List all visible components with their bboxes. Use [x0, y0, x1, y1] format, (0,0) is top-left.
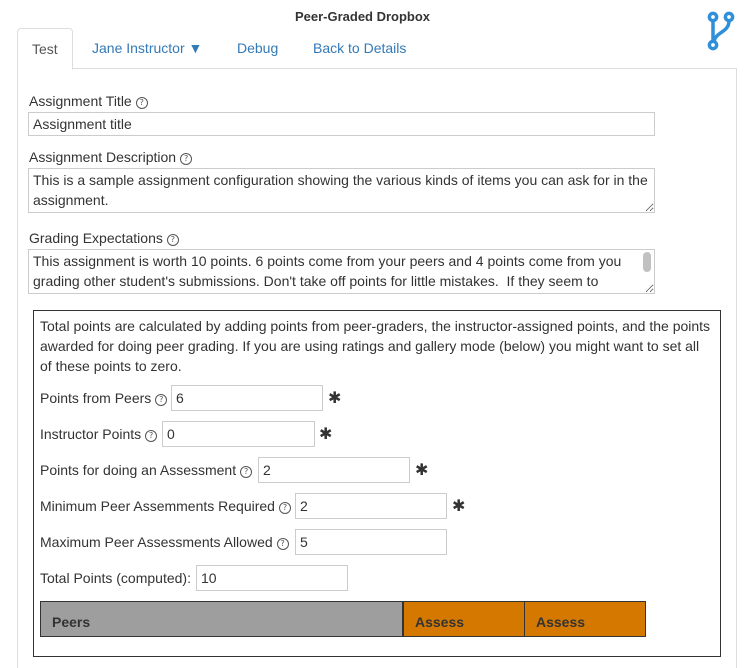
points-bar-assess: Assess — [524, 601, 646, 637]
required-asterisk-icon: ✱ — [415, 460, 429, 479]
help-icon[interactable]: ? — [136, 97, 148, 109]
required-asterisk-icon: ✱ — [319, 424, 333, 443]
assessment-points-label: Points for doing an Assessment ? — [40, 462, 252, 478]
help-icon[interactable]: ? — [279, 502, 291, 514]
grading-expectations-textarea[interactable] — [28, 249, 655, 294]
assignment-description-label: Assignment Description ? — [29, 149, 192, 165]
required-asterisk-icon: ✱ — [328, 388, 342, 407]
required-asterisk-icon: ✱ — [452, 496, 466, 515]
assignment-title-input[interactable] — [28, 112, 655, 136]
min-assessments-input[interactable] — [295, 493, 447, 519]
points-from-peers-input[interactable] — [171, 385, 323, 411]
assessment-points-input[interactable] — [258, 457, 410, 483]
max-assessments-label: Maximum Peer Assessments Allowed ? — [40, 534, 289, 550]
textarea-scrollbar[interactable] — [643, 252, 651, 272]
points-from-peers-label: Points from Peers ? — [40, 390, 167, 406]
tab-bar — [17, 28, 737, 69]
tab-jane-instructor[interactable]: Jane Instructor ▼ — [92, 40, 203, 56]
grading-expectations-label: Grading Expectations ? — [29, 230, 179, 246]
tab-back-to-details[interactable]: Back to Details — [313, 40, 407, 56]
help-icon[interactable]: ? — [145, 430, 157, 442]
help-icon[interactable]: ? — [180, 153, 192, 165]
max-assessments-input[interactable] — [295, 529, 447, 555]
points-bar-assess: Assess — [403, 601, 525, 637]
help-icon[interactable]: ? — [167, 234, 179, 246]
total-points-label: Total Points (computed): — [40, 570, 191, 586]
total-points-field — [196, 565, 348, 591]
assignment-title-label: Assignment Title ? — [29, 93, 148, 109]
min-assessments-label: Minimum Peer Assemments Required ? — [40, 498, 291, 514]
page-title: Peer-Graded Dropbox — [294, 9, 431, 24]
help-icon[interactable]: ? — [277, 538, 289, 550]
help-icon[interactable]: ? — [240, 466, 252, 478]
instructor-points-label: Instructor Points ? — [40, 426, 157, 442]
tab-debug[interactable]: Debug — [237, 40, 279, 56]
points-bar-peers: Peers — [40, 601, 403, 637]
instructor-points-input[interactable] — [162, 421, 315, 447]
assignment-description-textarea[interactable] — [28, 168, 655, 213]
tab-test[interactable]: Test — [17, 28, 73, 70]
help-icon[interactable]: ? — [155, 394, 167, 406]
points-note: Total points are calculated by adding points from peer-graders, the instructor-assigned points, and the points awarded for doing peer grading. If you are using ratings and gallery mode (below) you might want to set all of these points to zero. — [40, 318, 711, 374]
